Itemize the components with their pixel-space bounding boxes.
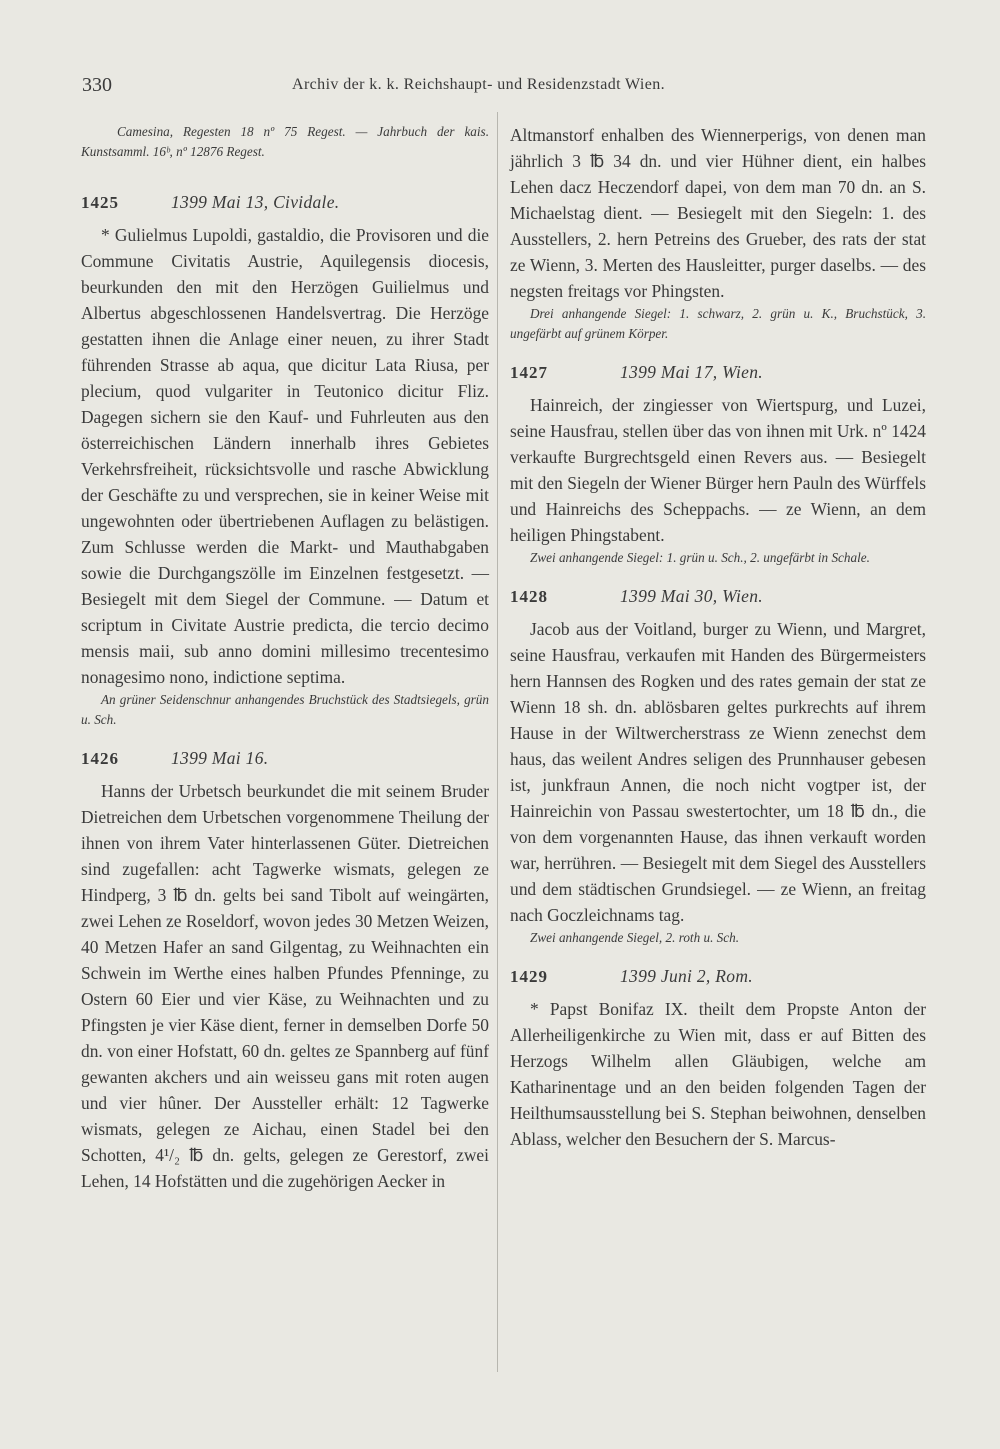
entry-number: 1429: [510, 967, 548, 986]
entry-1426: [81, 744, 489, 1194]
entry-number: 1425: [81, 193, 119, 212]
entry-number: 1428: [510, 587, 548, 606]
entry-text: Hanns der Urbetsch beurkundet die mit seinem Bruder Dietreichen dem Urbetschen vorgenommene Theilung der ihnen von ihrem Vater hinterlassenen Güter. Dietreichen sind zugefallen: acht Tagwerke wismats, gelegen ze Hindperg, 3 ℔ dn. gelts bei sand Tibolt auf weingärten, zwei Lehen ze Roseldorf, wovon jedes 30 Metzen Weizen, 40 Metzen Hafer an sand Gilgentag, zu Weihnachten ein Schwein im Werthe eines halben Pfundes Pfenninge, zu Ostern 60 Eier und vier Käse, zu Weihnachten und zu Pfingsten je vier Käse dient, ferner in demselben Dorfe 50 dn. von einer Hofstatt, 60 dn. geltes ze Spannberg auf fünf gewanten akchers und ain weisseu gans mit roten augen und vier hûner. Der Aussteller erhält: 12 Tagwerke wismats, gelegen ze Aichau, einen Stadel bei den Schotten, 4¹/₂ ℔ dn. gelts, gelegen ze Gerestorf, zwei Lehen, 14 Hofstätten und die zugehörigen Aecker in: [81, 781, 489, 1191]
running-title: Archiv der k. k. Reichshaupt- und Residenzstadt Wien.: [292, 76, 666, 93]
entry-1425: [81, 188, 489, 730]
entry-number: 1427: [510, 363, 548, 382]
entry-text: Hainreich, der zingiesser von Wiertspurg, und Luzei, seine Hausfrau, stellen über das von ihnen mit Urk. nº 1424 verkaufte Burgrechtsgeld einen Revers aus. — Besiegelt mit den Siegeln der Wiener Bürger hern Pauln des Würffels und Hainreichs des Scheppachs. — ze Wienn, an dem heiligen Phingstabent.: [510, 395, 926, 545]
entry-number: 1426: [81, 749, 119, 768]
entry-text: * Gulielmus Lupoldi, gastaldio, die Provisoren und die Commune Civitatis Austrie, Aquilegensis diocesis, beurkunden den mit den Herzögen Guilielmus und Albertus abgeschlossenen Handelsvertrag. Die Herzöge gestatten ihnen die Anlage einer neuen, zu ihrer Stadt führenden Strasse ab aqua, que dicitur Lata Riusa, per plecium, quod vulgariter in Teutonico dicitur Fliz. Dagegen sichern sie den Kauf- und Fuhrleuten aus den österreichischen Ländern innerhalb ihres Gebietes Verkehrsfreiheit, rücksichtsvolle und rasche Abwicklung der Geschäfte zu und versprechen, sie in keiner Weise mit ungewohnten oder übertriebenen Auflagen zu belästigen. Zum Schlusse werden die Markt- und Mauthabgaben sowie die Durchgangszölle im Einzelnen festgesetzt. — Besiegelt mit dem Siegel der Commune. — Datum et scriptum in Civitate Austrie predicta, die tercio decimo mensis maii, sub anno domini millesimo trecentesimo nonagesimo nono, indictione septima.: [81, 225, 489, 687]
entry-date: 1399 Mai 30, Wien.: [620, 586, 763, 606]
entry-heading: [81, 188, 489, 218]
seal-note: Zwei anhangende Siegel: 1. grün u. Sch., 2. ungefärbt in Schale.: [530, 550, 870, 565]
left-column: [81, 122, 489, 1194]
seal-note: Zwei anhangende Siegel, 2. roth u. Sch.: [530, 930, 740, 945]
entry-text: Jacob aus der Voitland, burger zu Wienn, und Margret, seine Hausfrau, verkaufen mit Handen des Bürgermeisters hern Hannsen des Rogken und des rates gemain der stat ze Wienn 18 sh. dn. ablösbaren geltes purkrechts auf ihrem Hause in der Wiltwercherstrass ze Wienn zenechst dem haus, das weilent Andres seligen des Prunnhauser gebesen ist, junkfraun Annen, die noch nicht vogtper ist, der Hainreichin von Passau swestertochter, um 18 ℔ dn., die von dem vorgenannten Hause, das ihnen verkauft worden war, herrühren. — Besiegelt mit dem Siegel des Ausstellers und dem städtischen Grundsiegel. — ze Wienn, an freitag nach Goczleichnams tag.: [510, 619, 926, 925]
entry-1428: [510, 582, 926, 948]
entry-date: 1399 Mai 16.: [171, 748, 269, 768]
carryover-seal-note: Camesina, Regesten 18 nº 75 Regest. — Jahrbuch der kais. Kunstsamml. 16ᵇ, nº 12876 Regest.: [81, 124, 489, 159]
entry-1427: [510, 358, 926, 568]
page-number: 330: [82, 74, 112, 96]
entry-heading: [510, 582, 926, 612]
right-column: [510, 122, 926, 1152]
carryover-text: Altmanstorf enhalben des Wiennerperigs, von denen man jährlich 3 ℔ 34 dn. und vier Hühner dient, ein halbes Lehen dacz Heczendorf dapei, von dem man 70 dn. an S. Michaelstag dient. — Besiegelt mit den Siegeln: 1. des Ausstellers, 2. hern Petreins des Grueber, des rats der stat ze Wienn, 3. Merten des Hausleitter, purger daselbs. — des negsten freitags vor Phingsten.: [510, 125, 926, 301]
seal-note: An grüner Seidenschnur anhangendes Bruchstück des Stadtsiegels, grün u. Sch.: [81, 692, 489, 727]
column-divider: [497, 112, 498, 1372]
entry-date: 1399 Mai 17, Wien.: [620, 362, 763, 382]
entry-text: * Papst Bonifaz IX. theilt dem Propste Anton der Allerheiligenkirche zu Wien mit, dass er auf Bitten des Herzogs Wilhelm allen Gläubigen, welche am Katharinentage und an den beiden folgenden Tagen der Heilthumsausstellung bei S. Stephan beiwohnen, denselben Ablass, welcher den Besuchern der S. Marcus-: [510, 999, 926, 1149]
page-header: [82, 74, 982, 104]
entry-date: 1399 Juni 2, Rom.: [620, 966, 753, 986]
entry-1429: [510, 962, 926, 1152]
spacer: [81, 162, 489, 174]
entry-heading: [81, 744, 489, 774]
entry-heading: [510, 358, 926, 388]
carryover-seal-note: Drei anhangende Siegel: 1. schwarz, 2. grün u. K., Bruchstück, 3. ungefärbt auf grünem Körper.: [510, 306, 926, 341]
entry-heading: [510, 962, 926, 992]
entry-date: 1399 Mai 13, Cividale.: [171, 192, 340, 212]
